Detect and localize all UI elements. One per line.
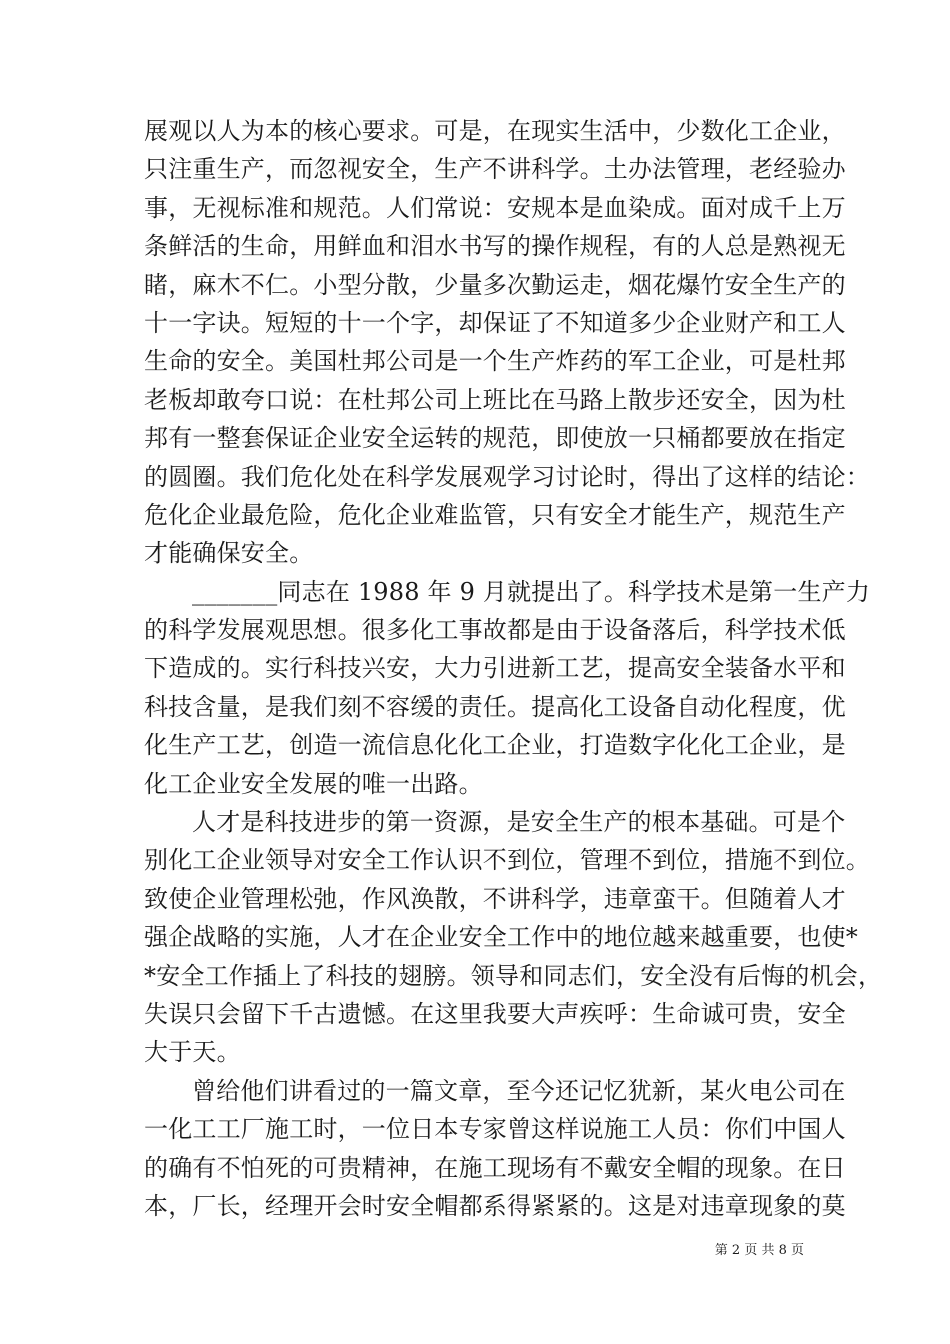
text-line: 老板却敢夸口说：在杜邦公司上班比在马路上散步还安全，因为杜 xyxy=(144,385,846,414)
text-line: 睹，麻木不仁。小型分散，少量多次勤运走，烟花爆竹安全生产的 xyxy=(144,270,846,299)
text-line: 大于天。 xyxy=(144,1038,241,1067)
text-line: 邦有一整套保证企业安全运转的规范，即使放一只桶都要放在指定 xyxy=(144,424,846,453)
text-line: *安全工作插上了科技的翅膀。领导和同志们，安全没有后悔的机会， xyxy=(144,961,883,990)
text-line: 十一字诀。短短的十一个字，却保证了不知道多少企业财产和工人 xyxy=(144,308,846,337)
page-number: 第 2 页 共 8 页 xyxy=(714,1243,804,1258)
text-line: 强企战略的实施，人才在企业安全工作中的地位越来越重要，也使* xyxy=(144,923,858,952)
text-line: 的圆圈。我们危化处在科学发展观学习讨论时，得出了这样的结论： xyxy=(144,462,870,491)
text-line: 别化工企业领导对安全工作认识不到位，管理不到位，措施不到位。 xyxy=(144,846,870,875)
text-line: 致使企业管理松弛，作风涣散，不讲科学，违章蛮干。但随着人才 xyxy=(144,884,846,913)
text-line: 曾给他们讲看过的一篇文章，至今还记忆犹新，某火电公司在 xyxy=(192,1076,846,1105)
text-line: 化工企业安全发展的唯一出路。 xyxy=(144,769,483,798)
text-line: 下造成的。实行科技兴安，大力引进新工艺，提高安全装备水平和 xyxy=(144,654,846,683)
text-line: 展观以人为本的核心要求。可是，在现实生活中，少数化工企业， xyxy=(144,117,846,145)
text-line: 的科学发展观思想。很多化工事故都是由于设备落后，科学技术低 xyxy=(144,616,846,645)
text-line: 危化企业最危险，危化企业难监管，只有安全才能生产，规范生产 xyxy=(144,500,846,529)
document-body xyxy=(144,112,883,1225)
text-line: 事，无视标准和规范。人们常说：安规本是血染成。面对成千上万 xyxy=(144,193,846,222)
text-line: 生命的安全。美国杜邦公司是一个生产炸药的军工企业，可是杜邦 xyxy=(144,347,846,376)
text-line: 本，厂长，经理开会时安全帽都系得紧紧的。这是对违章现象的莫 xyxy=(144,1191,846,1220)
text-line: 科技含量，是我们刻不容缓的责任。提高化工设备自动化程度，优 xyxy=(144,692,846,721)
text-line: _______同志在 1988 年 9 月就提出了。科学技术是第一生产力 xyxy=(192,577,871,606)
text-line: 化生产工艺，创造一流信息化化工企业，打造数字化化工企业，是 xyxy=(144,731,846,760)
text-line: 失误只会留下千古遗憾。在这里我要大声疾呼：生命诚可贵，安全 xyxy=(144,999,846,1028)
text-line: 的确有不怕死的可贵精神，在施工现场有不戴安全帽的现象。在日 xyxy=(144,1153,846,1182)
text-line: 一化工工厂施工时，一位日本专家曾这样说施工人员：你们中国人 xyxy=(144,1115,846,1144)
text-line: 条鲜活的生命，用鲜血和泪水书写的操作规程，有的人总是熟视无 xyxy=(144,232,846,261)
text-line: 人才是科技进步的第一资源，是安全生产的根本基础。可是个 xyxy=(192,808,846,837)
text-line: 才能确保安全。 xyxy=(144,539,314,568)
text-line: 只注重生产，而忽视安全，生产不讲科学。土办法管理，老经验办 xyxy=(144,155,846,184)
